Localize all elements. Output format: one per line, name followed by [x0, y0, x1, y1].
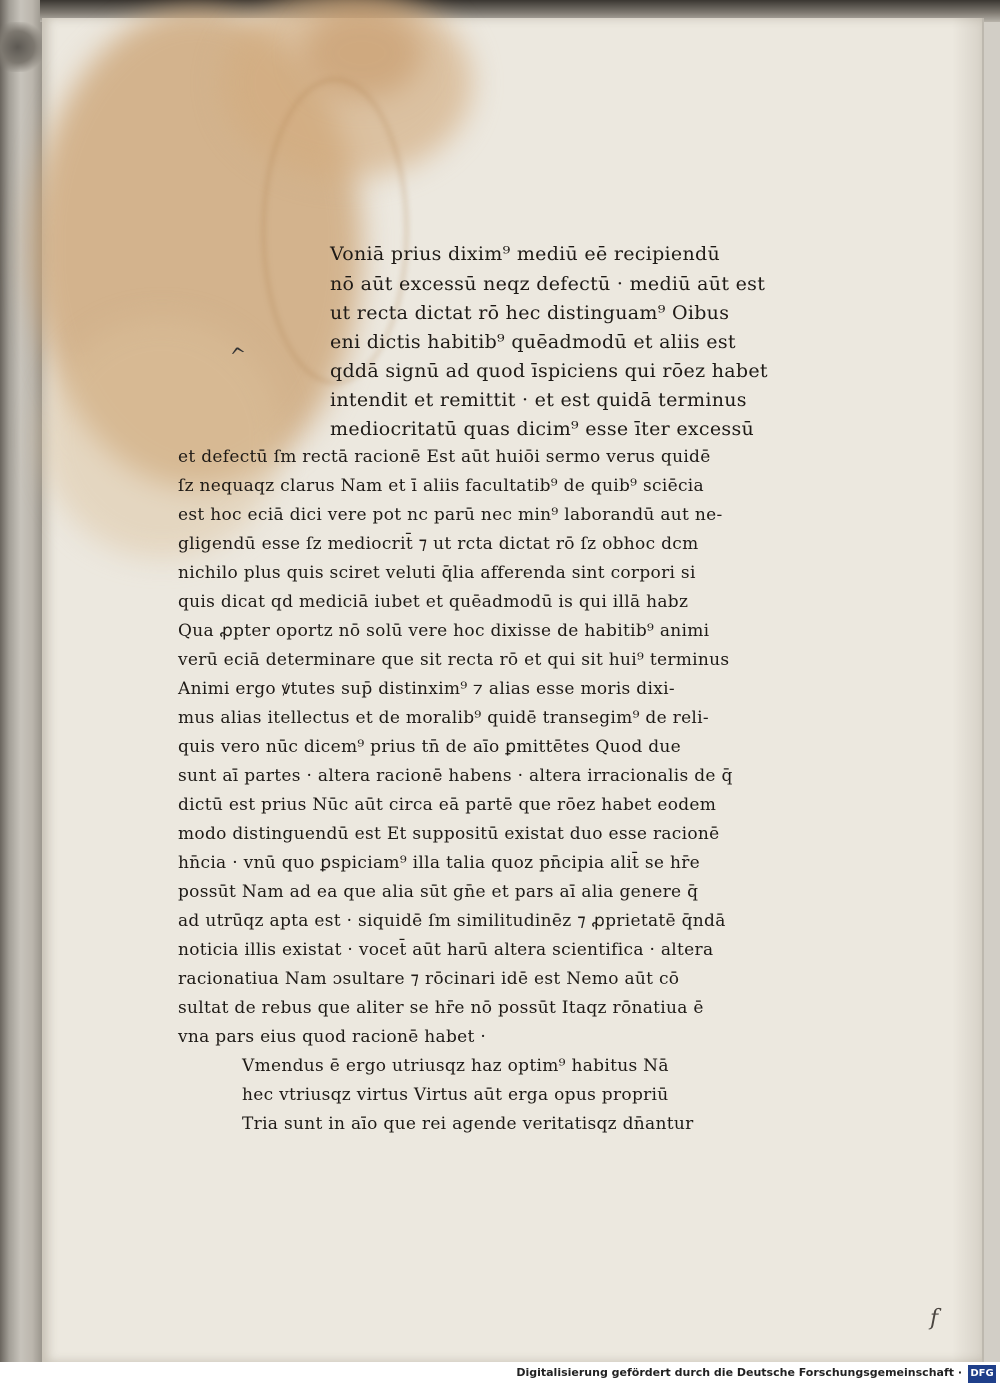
text-line: Tria sunt in aīo que rei agende veritatisqz dn̄antur: [242, 1114, 694, 1134]
text-line: Vmendus ē ergo utriusqz haz optim⁹ habitus Nā: [242, 1056, 669, 1076]
text-line: mediocritatū quas dicim⁹ esse īter excessū: [330, 418, 755, 440]
dfg-logo: DFG: [968, 1365, 996, 1383]
text-line: mus alias itellectus et de moralib⁹ quidē transegim⁹ de reli-: [178, 708, 709, 728]
text-line: Voniā prius dixim⁹ mediū eē recipiendū: [330, 243, 721, 265]
text-line: possūt Nam ad ea que alia sūt gn̄e et pars aī alia genere q̄: [178, 882, 699, 902]
footer-credit: Digitalisierung gefördert durch die Deutsche Forschungsgemeinschaft ·: [516, 1366, 962, 1379]
text-line: quis dicat qd mediciā iubet et quēadmodū is qui illā habz: [178, 592, 689, 612]
text-line: Animi ergo ꝟtutes sup̄ distinxim⁹ ⁊ alias esse moris dixi-: [178, 679, 675, 699]
text-line: eni dictis habitib⁹ quēadmodū et aliis est: [330, 331, 736, 353]
text-line: verū eciā determinare que sit recta rō et qui sit hui⁹ terminus: [178, 650, 730, 670]
text-line: ut recta dictat rō hec distinguam⁹ Oibus: [330, 302, 730, 324]
text-line: qddā signū ad quod īspiciens qui rōez habet: [330, 360, 768, 382]
text-line: ad utrūqz apta est · siquidē ſm similitudinēz ⁊ ꝓprietatē q̄ndā: [178, 911, 726, 931]
folio-mark: f: [930, 1306, 939, 1331]
text-line: nō aūt excessū neqz defectū · mediū aūt est: [330, 273, 766, 295]
text-line: modo distinguendū est Et suppositū existat duo esse racionē: [178, 824, 720, 844]
text-line: noticia illis existat · vocet̄ aūt harū altera scientifica · altera: [178, 940, 714, 960]
text-line: intendit et remittit · et est quidā terminus: [330, 389, 747, 411]
text-line: vna pars eius quod racionē habet ·: [178, 1027, 487, 1047]
margin-mark: ^: [228, 341, 249, 369]
text-line: est hoc eciā dici vere pot nc parū nec min⁹ laborandū aut ne-: [178, 505, 723, 525]
text-line: hn̄cia · vnū quo ꝑspiciam⁹ illa talia quoz pn̄cipia alit̄ se hr̄e: [178, 853, 701, 873]
text-line: nichilo plus quis sciret veluti q̄lia afferenda sint corpori si: [178, 563, 696, 583]
text-line: hec vtriusqz virtus Virtus aūt erga opus propriū: [242, 1085, 669, 1105]
footer-bar: [0, 1362, 1000, 1387]
text-line: dictū est prius Nūc aūt circa eā partē que rōez habet eodem: [178, 795, 717, 815]
text-line: gligendū esse ſz mediocrit̄ ⁊ ut rcta dictat rō ſz obhoc dcm: [178, 534, 699, 554]
text-line: Qua ꝓpter oportz nō solū vere hoc dixisse de habitib⁹ animi: [178, 621, 710, 641]
text-line: et defectū ſm rectā racionē Est aūt huiōi sermo verus quidē: [178, 447, 711, 467]
text-line: sunt aī partes · altera racionē habens · altera irracionalis de q̄: [178, 766, 733, 786]
text-line: sultat de rebus que aliter se hr̄e nō possūt Itaqz rōnatiua ē: [178, 998, 704, 1018]
text-line: ſz nequaqz clarus Nam et ī aliis facultatib⁹ de quib⁹ sciēcia: [178, 476, 704, 496]
text-line: quis vero nūc dicem⁹ prius tn̄ de aīo ꝑmittētes Quod due: [178, 737, 682, 757]
text-line: racionatiua Nam ɔsultare ⁊ rōcinari idē est Nemo aūt cō: [178, 969, 680, 989]
